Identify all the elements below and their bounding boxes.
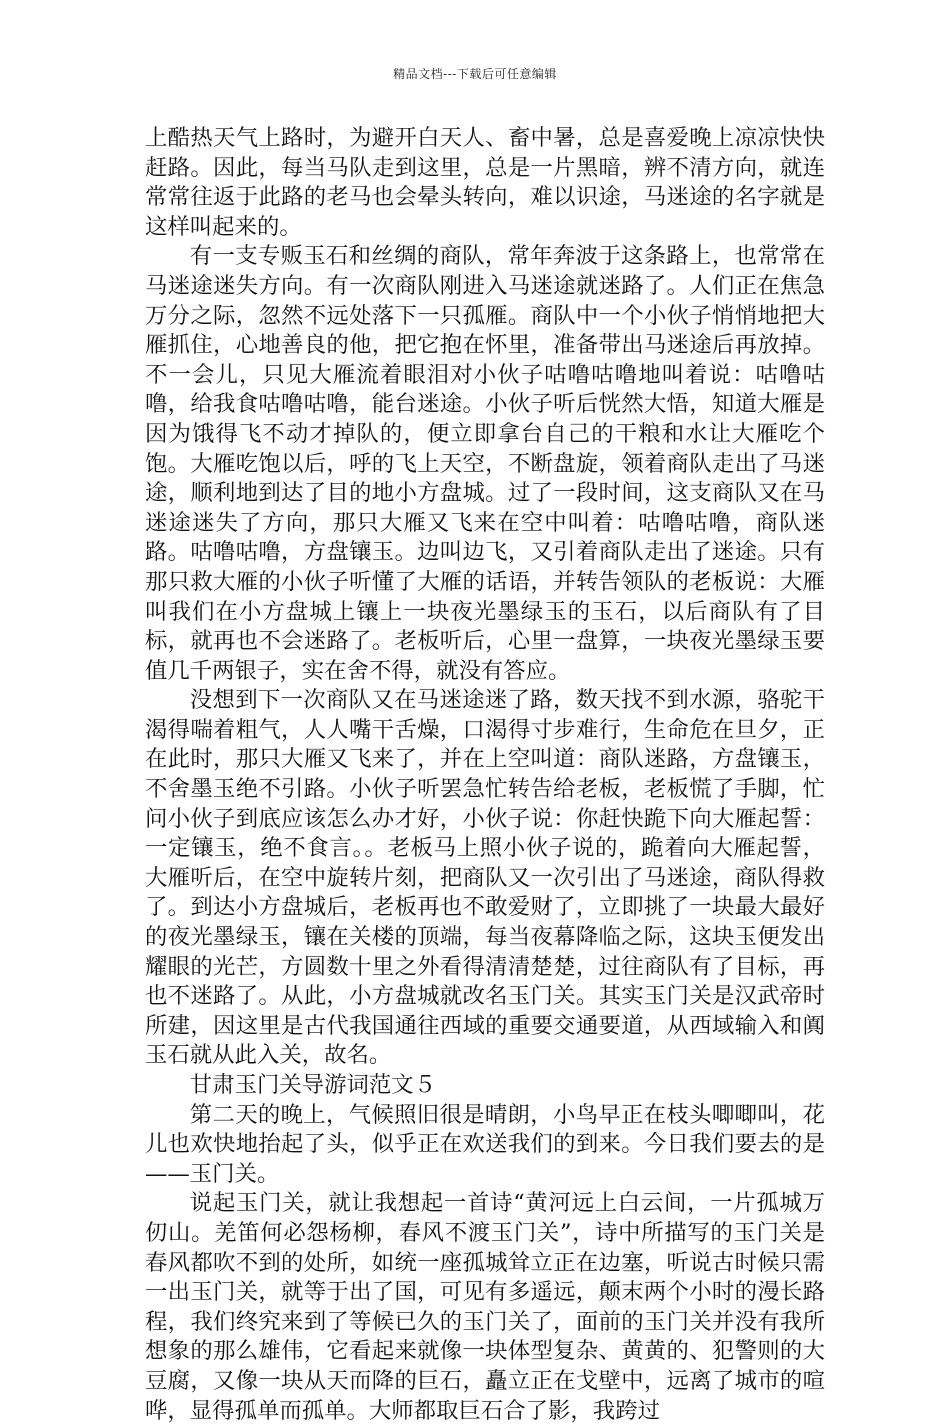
paragraph: 说起玉门关，就让我想起一首诗“黄河远上白云间，一片孤城万仞山。羌笛何必怨杨柳，春风不渡玉门关”，诗中所描写的玉门关是春风都吹不到的处所，如统一座孤城耸立正在边塞，听说古时候只需一出玉门关，就等于出了国，可见有多遥远，颠末两个小时的漫长路程，我们终究来到了等候已久的玉门关了，面前的玉门关并没有我所想象的那么雄伟，它看起来就像一块体型复杂、黄黄的、犯警则的大豆腐，又像一块从天而降的巨石，矗立正在戈壁中，远离了城市的喧哗，显得孤单而孤单。大师都取巨石合了影，我跨过 [145, 1190, 825, 1424]
section-heading: 甘肃玉门关导游词范文５ [189, 1072, 437, 1098]
page-header: 精品文档---下载后可任意编辑 [393, 67, 557, 81]
document-body [145, 124, 825, 1426]
paragraph: 第二天的晚上，气候照旧很是晴朗，小鸟早正在枝头唧唧叫，花儿也欢快地抬起了头，似乎正在欢送我们的到来。今日我们要去的是——玉门关。 [145, 1101, 825, 1187]
paragraph: 上酷热天气上路时，为避开白天人、畜中暑，总是喜爱晚上凉凉快快赶路。因此，每当马队走到这里，总是一片黑暗，辨不清方向，就连常常往返于此路的老马也会晕头转向，难以识途，马迷途的名字就是这样叫起来的。 [145, 125, 825, 240]
paragraph: 有一支专贩玉石和丝绸的商队，常年奔波于这条路上，也常常在马迷途迷失方向。有一次商队刚进入马迷途就迷路了。人们正在焦急万分之际，忽然不远处落下一只孤雁。商队中一个小伙子悄悄地把大雁抓住，心地善良的他，把它抱在怀里，准备带出马迷途后再放掉。不一会儿，只见大雁流着眼泪对小伙子咕噜咕噜地叫着说：咕噜咕噜，给我食咕噜咕噜，能台迷途。小伙子听后恍然大悟，知道大雁是因为饿得飞不动才掉队的，便立即拿台自己的干粮和水让大雁吃个饱。大雁吃饱以后，呼的飞上天空，不断盘旋，领着商队走出了马迷途，顺利地到达了目的地小方盘城。过了一段时间，这支商队又在马迷途迷失了方向，那只大雁又飞来在空中叫着：咕噜咕噜，商队迷路。咕噜咕噜，方盘镶玉。边叫边飞，又引着商队走出了迷途。只有那只救大雁的小伙子听懂了大雁的话语，并转告领队的老板说：大雁叫我们在小方盘城上镶上一块夜光墨绿玉的玉石，以后商队有了目标，就再也不会迷路了。老板听后，心里一盘算，一块夜光墨绿玉要值几千两银子，实在舍不得，就没有答应。 [145, 243, 825, 684]
paragraph: 没想到下一次商队又在马迷途迷了路，数天找不到水源，骆驼干渴得喘着粗气，人人嘴干舌燥，口渴得寸步难行，生命危在旦夕，正在此时，那只大雁又飞来了，并在上空叫道：商队迷路，方盘镶玉，不舍墨玉绝不引路。小伙子听罢急忙转告给老板，老板慌了手脚，忙问小伙子到底应该怎么办才好，小伙子说：你赶快跪下向大雁起誓：一定镶玉，绝不食言。。老板马上照小伙子说的，跪着向大雁起誓，大雁听后，在空中旋转片刻，把商队又一次引出了马迷途，商队得救了。到达小方盘城后，老板再也不敢爱财了，立即挑了一块最大最好的夜光墨绿玉，镶在关楼的顶端，每当夜幕降临之际，这块玉便发出耀眼的光芒，方圆数十里之外看得清清楚楚，过往商队有了目标，再也不迷路了。从此，小方盘城就改名玉门关。其实玉门关是汉武帝时所建，因这里是古代我国通往西域的重要交通要道，从西域输入和阗玉石就从此入关，故名。 [145, 687, 825, 1069]
